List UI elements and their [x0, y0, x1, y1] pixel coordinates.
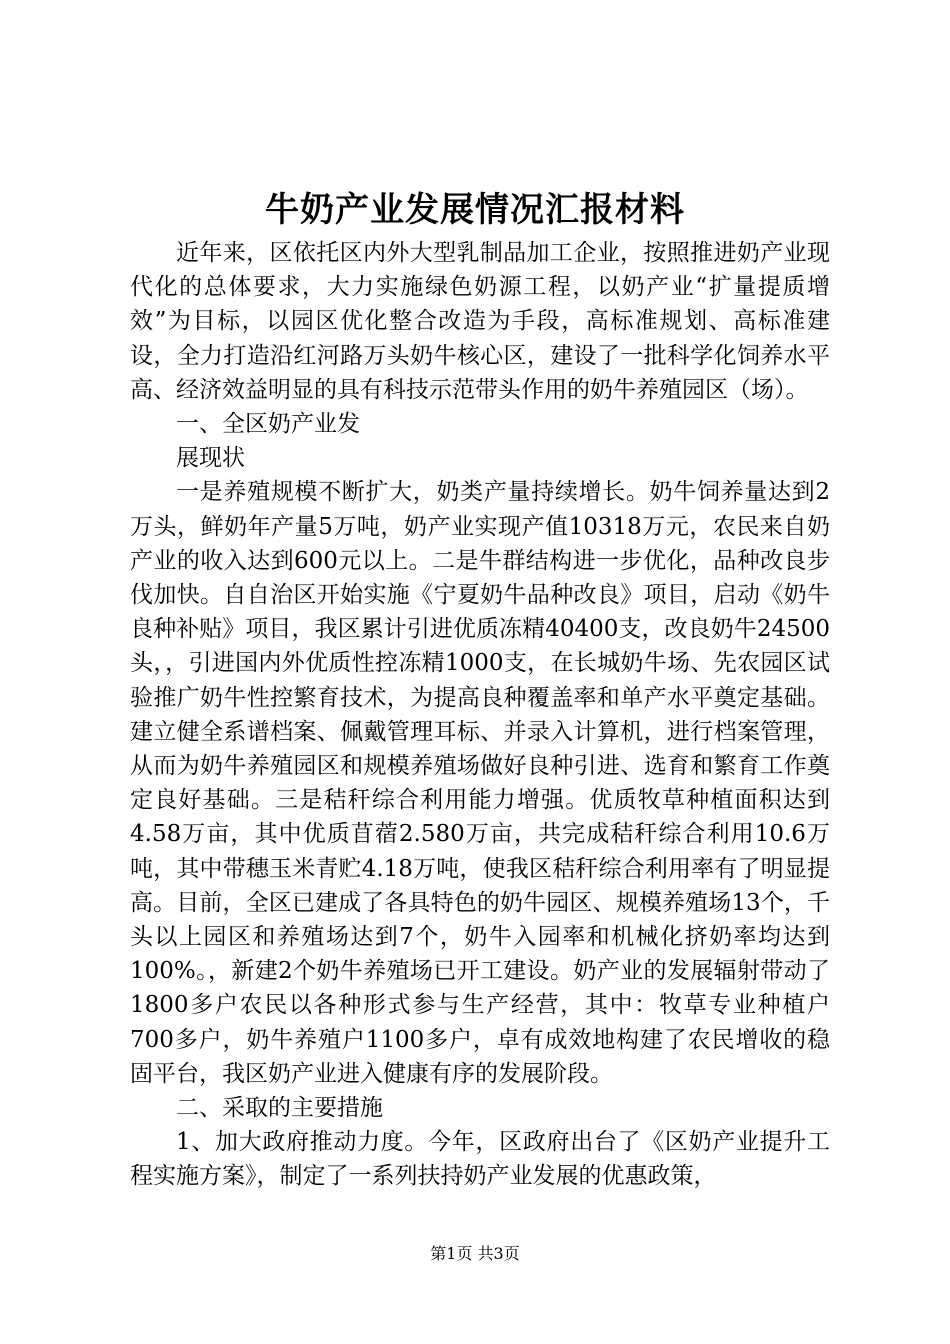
document-body — [130, 236, 830, 1194]
section-heading-2: 二、采取的主要措施 — [176, 1095, 383, 1122]
paragraph-status: 一是养殖规模不断扩大，奶类产量持续增长。奶牛饲养量达到2万头，鲜奶年产量5万吨，奶产业实现产值10318万元，农民来自奶产业的收入达到600元以上。二是牛群结构进一步优化，品种改良步伐加快。自自治区开始实施《宁夏奶牛品种改良》项目，启动《奶牛良种补贴》项目，我区累计引进优质冻精40400支，改良奶牛24500头，，引进国内外优质性控冻精1000支，在长城奶牛场、先农园区试验推广奶牛性控繁育技术，为提高良种覆盖率和单产水平奠定基础。建立健全系谱档案、佩戴管理耳标、并录入计算机，进行档案管理，从而为奶牛养殖园区和规模养殖场做好良种引进、选育和繁育工作奠定良好基础。三是秸秆综合利用能力增强。优质牧草种植面积达到4.58万亩，其中优质苜蓿2.580万亩，共完成秸秆综合利用10.6万吨，其中带穗玉米青贮4.18万吨，使我区秸秆综合利用率有了明显提高。目前，全区已建成了各具特色的奶牛园区、规模养殖场13个，千头以上园区和养殖场达到7个，奶牛入园率和机械化挤奶率均达到100%。，新建2个奶牛养殖场已开工建设。奶产业的发展辐射带动了1800多户农民以各种形式参与生产经营，其中：牧草专业种植户700多户，奶牛养殖户1100多户，卓有成效地构建了农民增收的稳固平台，我区奶产业进入健康有序的发展阶段。 — [130, 479, 830, 1087]
paragraph-intro: 近年来，区依托区内外大型乳制品加工企业，按照推进奶产业现代化的总体要求，大力实施绿色奶源工程，以奶产业“扩量提质增效”为目标，以园区优化整合改造为手段，高标准规划、高标准建设，全力打造沿红河路万头奶牛核心区，建设了一批科学化饲养水平高、经济效益明显的具有科技示范带头作用的奶牛养殖园区（场）。 — [130, 240, 830, 403]
document-title: 牛奶产业发展情况汇报材料 — [265, 190, 685, 230]
paragraph-measures: 1、加大政府推动力度。今年，区政府出台了《区奶产业提升工程实施方案》，制定了一系列扶持奶产业发展的优惠政策， — [130, 1129, 830, 1190]
section-heading-1: 一、全区奶产业发 — [176, 411, 360, 438]
page-footer: 第1页 共3页 — [430, 1244, 520, 1263]
section-heading-1-continued: 展现状 — [176, 445, 245, 472]
